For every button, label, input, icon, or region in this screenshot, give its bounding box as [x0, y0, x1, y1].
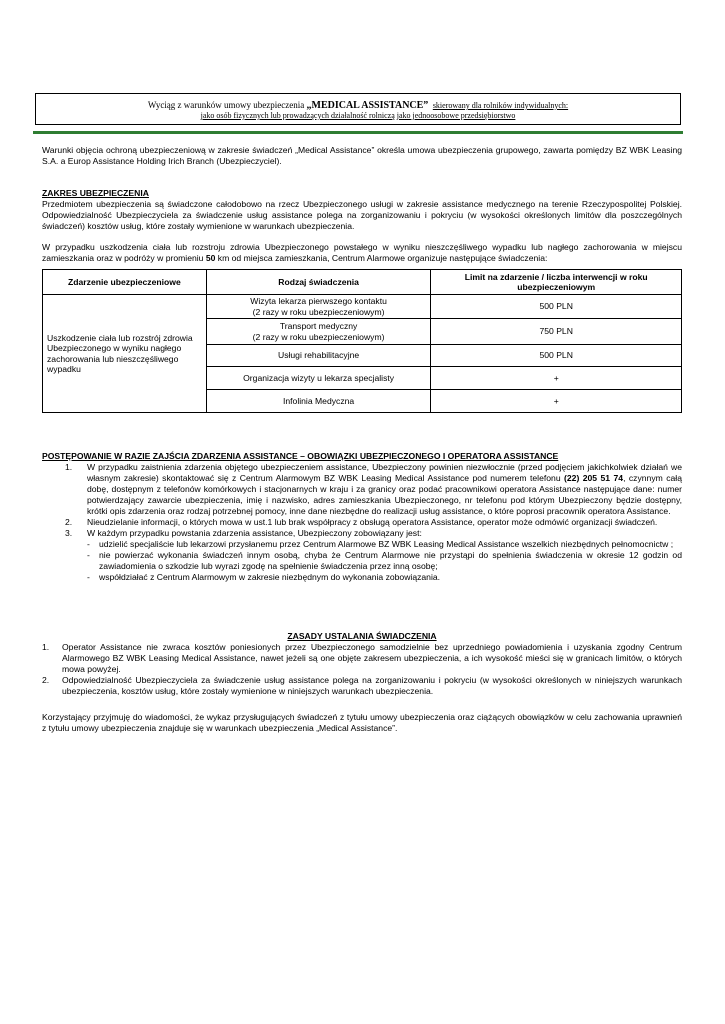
dash-item	[87, 572, 682, 583]
zakres-paragraph-1: Przedmiotem ubezpieczenia są świadczone całodobowo na rzecz Ubezpieczonego usługi w zakresie assistance medycznego na terenie Rzeczypospolitej Polskiej. Odpowiedzialność Ubezpieczyciela za świadczenie usług assistance polega na zorganizowaniu i pokryciu (w wysokości określonych limitów dla poszczególnych świadczeń) kosztów usług, które zostały wymienione w warunkach ubezpieczenia.	[42, 199, 682, 231]
dash-item	[87, 539, 682, 550]
item-text: W przypadku zaistnienia zdarzenia objętego ubezpieczeniem assistance, Ubezpieczony powinien niezwłocznie (przed podjęciem jakichkolwiek działań we własnym zakresie) skontaktować się z Centrum Alarmowym BZ WBK Leasing Medical Assistance pod numerem telefonu	[87, 462, 682, 483]
service-note: (2 razy w roku ubezpieczeniowym)	[252, 331, 385, 342]
service-cell: Infolinia Medyczna	[206, 390, 431, 413]
col-header-event: Zdarzenie ubezpieczeniowe	[43, 270, 207, 295]
service-cell	[206, 319, 431, 345]
intro-paragraph: Warunki objęcia ochroną ubezpieczeniową w zakresie świadczeń „Medical Assistance” określa umowa ubezpieczenia grupowego, zawarta pomiędzy BZ WBK Leasing S.A. a Europ Assistance Holding Irich Branch (Ubezpieczyciel).	[42, 145, 682, 166]
service-note: (2 razy w roku ubezpieczeniowym)	[252, 306, 385, 317]
limit-cell: +	[431, 367, 682, 390]
dash-text: nie powierzać wykonania świadczeń innym osobą, chyba że Centrum Alarmowe nie przystąpi do spełnienia świadczenia w okresie 12 godzin od zawiadomienia o szkodzie lub wyrazi zgodę na spełnienie świadczenia przez inną osobę;	[99, 550, 682, 571]
dash-marker: -	[87, 539, 90, 549]
table-row	[43, 295, 682, 319]
dash-text: udzielić specjaliście lub lekarzowi przysłanemu przez Centrum Alarmowe BZ WBK Leasing Medical Assistance wszelkich niezbędnych pełnomocnictw ;	[99, 539, 674, 549]
benefits-table	[42, 269, 682, 413]
list-item	[42, 517, 682, 528]
col-header-service: Rodzaj świadczenia	[206, 270, 431, 295]
header-product: „MEDICAL ASSISTANCE”	[306, 100, 429, 111]
item-number: 3.	[65, 528, 73, 538]
list-item	[42, 675, 682, 697]
limit-cell: 500 PLN	[431, 345, 682, 367]
service-name: Transport medyczny	[279, 321, 358, 331]
dash-marker: -	[87, 550, 90, 560]
zakres-paragraph-2	[42, 242, 682, 264]
header-line-1	[36, 100, 680, 111]
header-prefix: Wyciąg z warunków umowy ubezpieczenia	[147, 100, 307, 110]
item-text: W każdym przypadku powstania zdarzenia assistance, Ubezpieczony zobowiązany jest:	[87, 528, 422, 538]
limit-cell: 500 PLN	[431, 295, 682, 319]
closing-paragraph: Korzystający przyjmuję do wiadomości, że wykaz przysługujących świadczeń z tytułu umowy ubezpieczenia oraz ciążących obowiązków w celu zachowania uprawnień z tytułu umowy ubezpieczenia znajduje się w warunkach ubezpieczenia „Medical Assistance”.	[42, 712, 682, 733]
zasady-section	[42, 631, 682, 697]
service-cell	[206, 295, 431, 319]
event-cell: Uszkodzenie ciała lub rozstrój zdrowia Ubezpieczonego w wyniku nagłego zachorowania lub nieszczęśliwego wypadku	[43, 295, 207, 413]
service-name: Wizyta lekarza pierwszego kontaktu	[250, 296, 387, 306]
postepowanie-section	[42, 451, 682, 583]
limit-cell: 750 PLN	[431, 319, 682, 345]
zakres-section	[42, 188, 682, 264]
zasady-title: ZASADY USTALANIA ŚWIADCZENIA	[287, 631, 437, 641]
list-item	[42, 462, 682, 517]
document-header	[35, 93, 681, 125]
list-item	[42, 528, 682, 539]
dash-text: współdziałać z Centrum Alarmowym w zakresie niezbędnym do wykonania zobowiązania.	[99, 572, 441, 582]
zakres-p2-a: W przypadku uszkodzenia ciała lub rozstroju zdrowia Ubezpieczonego powstałego w wyniku nieszczęśliwego wypadku lub nagłego zachorowania w miejscu zamieszkania oraz w podróży w promieniu	[42, 242, 682, 263]
limit-cell: +	[431, 390, 682, 413]
header-line-2: jako osób fizycznych lub prowadzących działalność rolniczą jako jednoosobowe przedsiębiorstwo	[200, 111, 516, 120]
item-number: 1.	[42, 642, 50, 652]
dash-marker: -	[87, 572, 90, 582]
phone-number: (22) 205 51 74	[564, 473, 624, 483]
service-cell: Usługi rehabilitacyjne	[206, 345, 431, 367]
item-text: Nieudzielanie informacji, o których mowa w ust.1 lub brak współpracy z obsługą operatora Assistance, operator może odmówić organizacji świadczeń.	[87, 517, 658, 527]
zakres-title: ZAKRES UBEZPIECZENIA	[42, 188, 149, 198]
green-divider	[33, 131, 683, 134]
zakres-p2-c: km od miejsca zamieszkania, Centrum Alarmowe organizuje następujące świadczenia:	[215, 253, 548, 263]
item-text: Odpowiedzialność Ubezpieczyciela za świadczenie usług assistance polega na zorganizowaniu i pokryciu (w wysokości określonych w niniejszych warunkach ubezpieczenia, kosztów usług, które zostały wymienione w niniejszych warunkach ubezpieczenia.	[62, 675, 682, 696]
zakres-radius: 50	[205, 253, 216, 263]
item-number: 2.	[42, 675, 50, 685]
header-suffix: skierowany dla rolników indywidualnych:	[432, 101, 569, 110]
dash-item	[87, 550, 682, 572]
item-number: 2.	[65, 517, 73, 527]
list-item	[42, 642, 682, 675]
item-text: Operator Assistance nie zwraca kosztów poniesionych przez Ubezpieczonego samodzielnie bez uprzedniego powiadomienia i uzyskania zgodny Centrum Alarmowego BZ WBK Leasing Medical Assistance, nawet jeżeli są one objęte zakresem ubezpieczenia, a ich wysokość mieści się w granicach limitów, o których mowa powyżej.	[62, 642, 682, 674]
postepowanie-title: POSTĘPOWANIE W RAZIE ZAJŚCIA ZDARZENIA ASSISTANCE – OBOWIĄZKI UBEZPIECZONEGO I OPERATORA ASSISTANCE	[42, 451, 559, 461]
table-header-row	[43, 270, 682, 295]
col-header-limit: Limit na zdarzenie / liczba interwencji w roku ubezpieczeniowym	[431, 270, 682, 295]
item-number: 1.	[65, 462, 73, 472]
service-cell: Organizacja wizyty u lekarza specjalisty	[206, 367, 431, 390]
item-text-cont: , czynnym całą dobę, dostępnym z telefonów komórkowych i stacjonarnych w kraju i za granicy oraz podać pracownikowi operatora Assistance następujące dane: numer potwierdzający zawarcie ubezpieczenia, imię i nazwisko, adres zamieszkania Ubezpieczonego, nr telefonu pod którym Ubezpieczony będzie dostępny, krótki opis zdarzenia oraz rodzaj potrzebnej pomocy, inne dane niezbędne do realizacji usług assistance, o które poprosi pracownik operatora Assistance.	[87, 473, 682, 516]
